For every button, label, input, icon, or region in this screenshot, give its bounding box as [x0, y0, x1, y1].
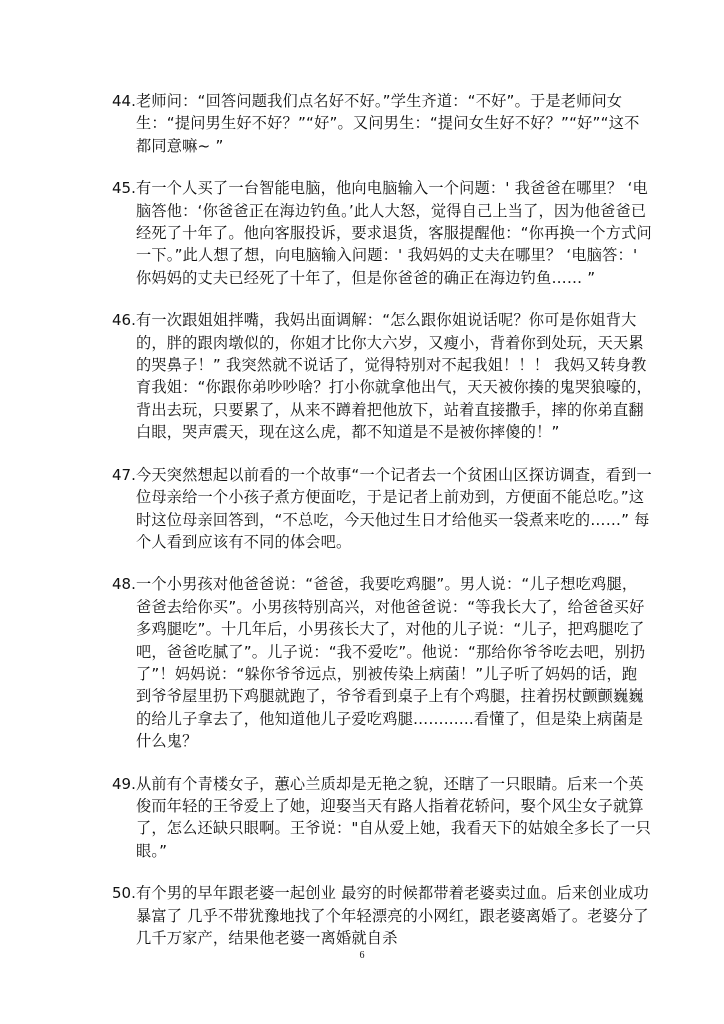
item-number: 46. — [112, 311, 136, 330]
item-number: 49. — [112, 774, 136, 793]
list-item — [112, 573, 652, 752]
item-number: 44. — [112, 92, 136, 110]
item-text: 从前有个青楼女子，蕙心兰质却是无艳之貌，还瞎了一只眼睛。后来一个英俊而年轻的王爷爱上了她，迎娶当天有路人指着花轿问，娶个风尘女子就算了，怎么还缺只眼啊。王爷说："自从爱上她，我看天下的姑娘全多长了一只眼。” — [136, 774, 651, 860]
joke-list — [112, 90, 652, 969]
item-number: 45. — [112, 179, 136, 198]
item-text: 今天突然想起以前看的一个故事“一个记者去一个贫困山区探访调查，看到一位母亲给一个小孩子煮方便面吃，于是记者上前劝到，方便面不能总吃。”这时这位母亲回答到，“不总吃，今天他过生日才给他买一袋煮来吃的……” 每个人看到应该有不同的体会吧。 — [136, 465, 652, 551]
list-item — [112, 882, 652, 949]
list-item — [112, 773, 652, 863]
item-number: 48. — [112, 575, 136, 594]
list-item — [112, 309, 652, 443]
page-number: 6 — [359, 950, 365, 961]
item-number: 50. — [112, 884, 136, 903]
item-text: 有一次跟姐姐拌嘴，我妈出面调解：“怎么跟你姐说话呢？你可是你姐背大的，胖的跟肉墩似的，你姐才比你大六岁，又瘦小，背着你到处玩，天天累的哭鼻子！” 我突然就不说话了，觉得特别对不起我姐！！！ 我妈又转身教育我姐：“你跟你弟吵吵啥？打小你就拿他出气，天天被你揍的鬼哭狼嚎的，背出去玩，只要累了，从来不蹲着把他放下，站着直接撒手，摔的你弟直翻白眼，哭声震天，现在这么虎，都不知道是不是被你摔傻的！” — [136, 311, 652, 442]
item-number: 47. — [112, 465, 136, 484]
list-item — [112, 464, 652, 554]
item-text: 有一个人买了一台智能电脑，他向电脑输入一个问题：' 我爸爸在哪里？ ‘电脑答他：‘你爸爸正在海边钓鱼。’此人大怒，觉得自己上当了，因为他爸爸已经死了十年了。他向客服投诉，要求退货，客服提醒他：“你再换一个方式问一下。”此人想了想，向电脑输入问题：' 我妈妈的丈夫在哪里？ ‘电脑答：' 你妈妈的丈夫已经死了十年了，但是你爸爸的确正在海边钓鱼…… ” — [136, 179, 652, 287]
item-text: 有个男的早年跟老婆一起创业 最穷的时候都带着老婆卖过血。后来创业成功暴富了 几乎不带犹豫地找了个年轻漂亮的小网红，跟老婆离婚了。老婆分了几千万家产，结果他老婆一离婚就自杀 — [136, 884, 649, 947]
list-item — [112, 177, 652, 289]
list-item — [112, 90, 652, 157]
item-text: 一个小男孩对他爸爸说：“爸爸，我要吃鸡腿”。男人说：“儿子想吃鸡腿，爸爸去给你买”。小男孩特别高兴，对他爸爸说：“等我长大了，给爸爸买好多鸡腿吃”。十几年后，小男孩长大了，对他的儿子说：“儿子，把鸡腿吃了吧，爸爸吃腻了”。儿子说：“我不爱吃”。他说：“那给你爷爷吃去吧，别扔了”！妈妈说：“躲你爷爷远点，别被传染上病菌！”儿子听了妈妈的话，跑到爷爷屋里扔下鸡腿就跑了，爷爷看到桌子上有个鸡腿，拄着拐杖颤颤巍巍的给儿子拿去了，他知道他儿子爱吃鸡腿……......看懂了，但是染上病菌是什么鬼？ — [136, 575, 646, 751]
item-text: 老师问：“回答问题我们点名好不好。”学生齐道：“不好”。于是老师问女生：“提问男生好不好？”“好”。又问男生：“提问女生好不好？”“好”“这不都同意嘛~ ” — [136, 92, 640, 155]
